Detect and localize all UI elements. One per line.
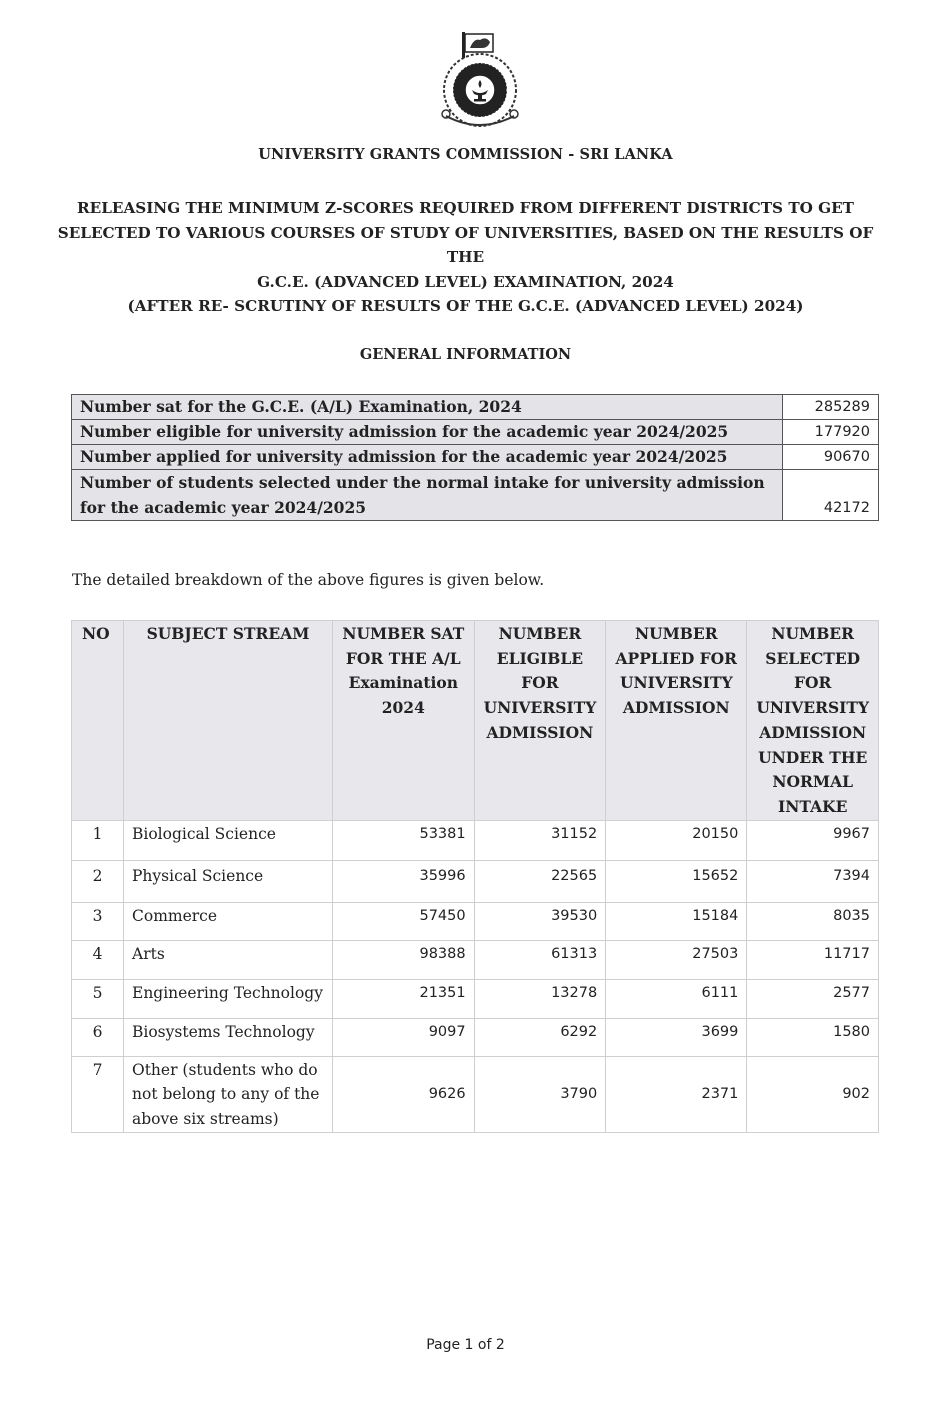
value-sat: 53381 (333, 820, 475, 860)
subject-stream (124, 820, 333, 860)
table-row (72, 979, 879, 1018)
header-number-sat (333, 621, 475, 821)
general-information-table (71, 394, 879, 521)
value-selected: 902 (747, 1056, 879, 1132)
subject-stream (124, 940, 333, 979)
value-applied: 15652 (606, 860, 747, 902)
row-number: 4 (72, 940, 124, 979)
organization-title: UNIVERSITY GRANTS COMMISSION - SRI LANKA (258, 146, 673, 163)
header-line: NUMBER (771, 624, 854, 643)
header-line: APPLIED FOR (615, 648, 738, 668)
value-eligible: 61313 (474, 940, 606, 979)
header-line: FOR (521, 673, 559, 693)
header-number-applied (606, 621, 747, 821)
table-row (72, 395, 879, 420)
value-applied: 6111 (606, 979, 747, 1018)
subject-stream (124, 979, 333, 1018)
value-eligible: 22565 (474, 860, 606, 902)
row-value: 90670 (783, 445, 879, 470)
value-eligible: 6292 (474, 1018, 606, 1056)
row-label: Number applied for university admission for the academic year 2024/2025 (72, 445, 783, 470)
value-applied: 27503 (606, 940, 747, 979)
row-number: 5 (72, 979, 124, 1018)
subject-stream-line: Biological Science (132, 824, 276, 843)
subject-stream-line: above six streams) (132, 1109, 279, 1128)
value-sat: 9626 (333, 1056, 475, 1132)
table-row (72, 1056, 879, 1132)
header-line: NO (82, 624, 110, 643)
header-line: UNDER THE (758, 747, 868, 767)
value-selected: 2577 (747, 979, 879, 1018)
row-label (72, 470, 783, 521)
table-row (72, 820, 879, 860)
subject-stream (124, 1056, 333, 1132)
header-line: ADMISSION (486, 722, 594, 742)
header-row (72, 621, 879, 821)
subject-stream-line: not belong to any of the (132, 1085, 320, 1104)
subject-stream-line: Biosystems Technology (132, 1022, 315, 1041)
row-label: Number sat for the G.C.E. (A/L) Examination, 2024 (72, 395, 783, 420)
row-label: Number eligible for university admission for the academic year 2024/2025 (72, 420, 783, 445)
value-selected: 8035 (747, 902, 879, 940)
table-row (72, 902, 879, 940)
table-row (72, 445, 879, 470)
value-sat: 57450 (333, 902, 475, 940)
header-line: ADMISSION (622, 698, 730, 718)
value-sat: 21351 (333, 979, 475, 1018)
table-row (72, 940, 879, 979)
value-applied: 15184 (606, 902, 747, 940)
value-sat: 9097 (333, 1018, 475, 1056)
header-number-selected (747, 621, 879, 821)
header-line: NUMBER (498, 624, 582, 643)
table-row (72, 420, 879, 445)
value-selected: 11717 (747, 940, 879, 979)
breakdown-table (71, 620, 879, 1133)
header-line: FOR (793, 673, 832, 693)
heading-line: G.C.E. (ADVANCED LEVEL) EXAMINATION, 2024 (257, 272, 674, 291)
table-row (72, 470, 879, 521)
heading-line: (AFTER RE- SCRUTINY OF RESULTS OF THE G.C.E. (ADVANCED LEVEL) 2024) (127, 297, 804, 315)
header-line: UNIVERSITY (483, 698, 597, 718)
row-value: 285289 (783, 395, 879, 420)
value-sat: 35996 (333, 860, 475, 902)
header-line: INTAKE (777, 796, 848, 816)
value-eligible: 3790 (474, 1056, 606, 1132)
subject-stream-line: Other (students who do (132, 1060, 318, 1079)
row-value: 177920 (783, 420, 879, 445)
header-line: NUMBER SAT (342, 624, 465, 643)
subject-stream-line: Commerce (132, 906, 218, 925)
value-applied: 20150 (606, 820, 747, 860)
header-line: ADMISSION (759, 722, 867, 742)
value-eligible: 31152 (474, 820, 606, 860)
subject-stream-line: Physical Science (132, 866, 264, 885)
value-applied: 3699 (606, 1018, 747, 1056)
table-row (72, 860, 879, 902)
value-selected: 1580 (747, 1018, 879, 1056)
row-number: 6 (72, 1018, 124, 1056)
header-line: UNIVERSITY (619, 673, 733, 693)
heading-line: SELECTED TO VARIOUS COURSES OF STUDY OF UNIVERSITIES, BASED ON THE RESULTS OF THE (57, 223, 874, 266)
header-line: NORMAL (772, 772, 853, 792)
value-eligible: 13278 (474, 979, 606, 1018)
header-no (72, 621, 124, 821)
header-line: ELIGIBLE (496, 648, 584, 668)
header-line: Examination (348, 673, 458, 693)
general-information-heading: GENERAL INFORMATION (359, 346, 572, 363)
header-number-eligible (474, 621, 606, 821)
subject-stream (124, 1018, 333, 1056)
value-applied: 2371 (606, 1056, 747, 1132)
subject-stream (124, 902, 333, 940)
header-line: NUMBER (634, 624, 718, 643)
page-number: Page 1 of 2 (426, 1337, 505, 1353)
header-line: SUBJECT STREAM (146, 624, 310, 643)
row-number: 3 (72, 902, 124, 940)
subject-stream-line: Arts (132, 944, 165, 963)
header-line: 2024 (381, 698, 425, 718)
subject-stream (124, 860, 333, 902)
value-eligible: 39530 (474, 902, 606, 940)
header-line: UNIVERSITY (756, 698, 870, 718)
header-line: FOR THE A/L (345, 648, 461, 668)
value-sat: 98388 (333, 940, 475, 979)
document-heading (40, 196, 891, 319)
row-number: 1 (72, 820, 124, 860)
row-number: 2 (72, 860, 124, 902)
heading-line: RELEASING THE MINIMUM Z-SCORES REQUIRED FROM DIFFERENT DISTRICTS TO GET (77, 199, 854, 217)
table-row (72, 1018, 879, 1056)
header-subject-stream (124, 621, 333, 821)
header-line: SELECTED (765, 648, 861, 668)
row-number: 7 (72, 1056, 124, 1132)
university-emblem-icon (432, 28, 528, 132)
row-label-line: Number of students selected under the normal intake for university admission (80, 473, 765, 492)
row-value: 42172 (783, 470, 879, 521)
value-selected: 9967 (747, 820, 879, 860)
value-selected: 7394 (747, 860, 879, 902)
subject-stream-line: Engineering Technology (132, 983, 323, 1002)
breakdown-intro: The detailed breakdown of the above figures is given below. (72, 571, 545, 589)
row-label-line: for the academic year 2024/2025 (80, 498, 367, 517)
